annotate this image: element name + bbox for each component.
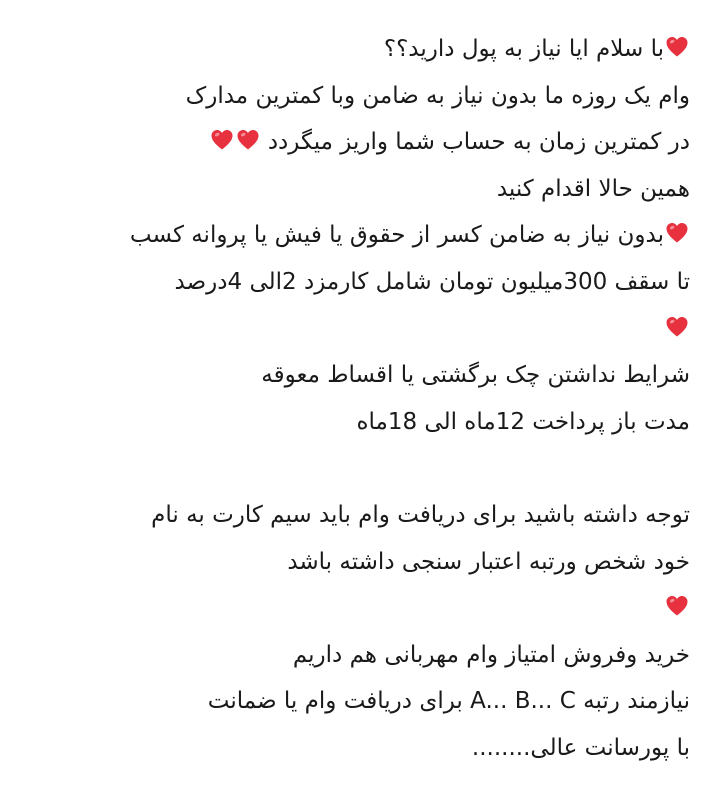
blank-line bbox=[18, 445, 690, 492]
message-line-13 bbox=[18, 725, 690, 772]
message-line-12 bbox=[18, 678, 690, 725]
heart-icon bbox=[665, 315, 689, 339]
heart-icon bbox=[665, 221, 689, 245]
message-line-9 bbox=[18, 492, 690, 539]
message-line-2 bbox=[18, 73, 690, 120]
message-line-3 bbox=[18, 119, 690, 166]
message-line-5 bbox=[18, 212, 690, 259]
message-line-6 bbox=[18, 259, 690, 306]
message-text-9: توجه داشته باشید برای دریافت وام باید سیم کارت به نام bbox=[151, 501, 690, 528]
message-text-2: وام یک روزه ما بدون نیاز به ضامن وبا کمترین مدارک bbox=[185, 82, 690, 109]
heart-icon bbox=[210, 128, 234, 152]
message-text-11: خرید وفروش امتیاز وام مهربانی هم داریم bbox=[292, 641, 690, 668]
message-text-8: مدت باز پرداخت 12ماه الی 18ماه bbox=[356, 408, 690, 435]
heart-icon bbox=[236, 128, 260, 152]
heart-icon bbox=[665, 35, 689, 59]
message-text-13: با پورسانت عالی........ bbox=[471, 734, 690, 761]
message-text-7: شرایط نداشتن چک برگشتی یا اقساط معوقه bbox=[261, 362, 690, 389]
message-line-8 bbox=[18, 399, 690, 446]
message-line-1 bbox=[18, 26, 690, 73]
message-text-1: با سلام ایا نیاز به پول دارید؟؟ bbox=[383, 36, 664, 62]
message-line-11 bbox=[18, 632, 690, 679]
message-line-4 bbox=[18, 166, 690, 213]
message-text-4: همین حالا اقدام کنید bbox=[496, 175, 690, 202]
message-text-3: در کمترین زمان به حساب شما واریز میگردد bbox=[267, 129, 690, 156]
message-line-7 bbox=[18, 352, 690, 399]
message-text-12: نیازمند رتبه A... B... C برای دریافت وام یا ضمانت bbox=[207, 688, 690, 715]
message-line-heart bbox=[18, 306, 690, 353]
message-text-5: بدون نیاز به ضامن کسر از حقوق یا فیش یا پروانه کسب bbox=[129, 222, 664, 249]
message-body bbox=[18, 26, 690, 772]
message-line-10 bbox=[18, 539, 690, 586]
message-text-6: تا سقف 300میلیون تومان شامل کارمزد 2الی 4درصد bbox=[174, 268, 690, 295]
heart-icon bbox=[665, 594, 689, 618]
message-line-heart bbox=[18, 585, 690, 632]
message-text-10: خود شخص ورتبه اعتبار سنجی داشته باشد bbox=[287, 548, 690, 575]
